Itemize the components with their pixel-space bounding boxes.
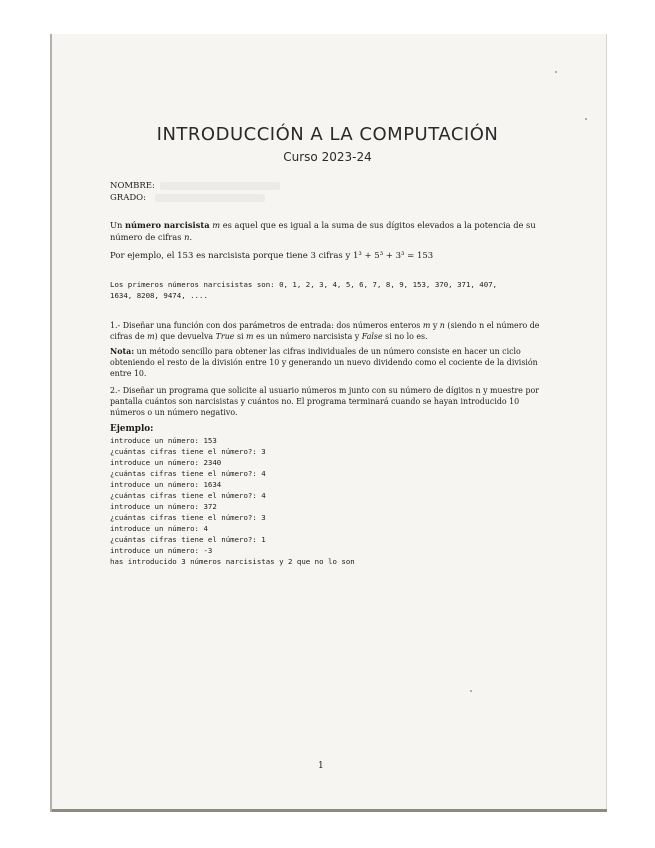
redacted-name (160, 182, 280, 190)
grado-label: GRADO: (110, 193, 146, 203)
narcissistic-list-line-1: Los primeros números narcisistas son: 0, 1, 2, 3, 4, 5, 6, 7, 8, 9, 153, 370, 371, 407, (110, 280, 498, 289)
example-line: ¿cuántas cifras tiene el número?: 3 (110, 513, 266, 522)
example-line: introduce un número: 1634 (110, 480, 222, 489)
example-line: has introducido 3 números narcisistas y 2 que no lo son (110, 557, 355, 566)
example-line: introduce un número: -3 (110, 546, 213, 555)
document-subtitle: Curso 2023-24 (283, 150, 372, 164)
example-line: introduce un número: 372 (110, 502, 217, 511)
note-paragraph: Nota: un método sencillo para obtener las cifras individuales de un número consiste en hacer un ciclo obteniendo el resto de la división entre 10 y generando un nuevo dividendo como el cociente de la división entre 10. (110, 347, 538, 378)
example-paragraph: Por ejemplo, el 153 es narcisista porque tiene 3 cifras y 1³ + 5³ + 3³ = 153 (110, 251, 434, 261)
example-heading: Ejemplo: (110, 424, 154, 434)
exercise-1: 1.- Diseñar una función con dos parámetros de entrada: dos números enteros m y n (siendo n el número de cifras de m) que devuelva True si m es un número narcisista y False si no lo es. (110, 321, 540, 341)
scan-speck (470, 690, 472, 692)
example-line: ¿cuántas cifras tiene el número?: 4 (110, 491, 266, 500)
exercise-2: 2.- Diseñar un programa que solicite al usuario números m junto con su número de dígitos n y muestre por pantalla cuántos son narcisistas y cuántos no. El programa terminará cuando se hayan introducido 10 números o un número negativo. (110, 386, 540, 417)
example-line: introduce un número: 4 (110, 524, 208, 533)
page-number: 1 (318, 761, 324, 771)
example-line: ¿cuántas cifras tiene el número?: 4 (110, 469, 266, 478)
narcissistic-list-line-2: 1634, 8208, 9474, .... (110, 291, 208, 300)
definition-paragraph: Un número narcisista m es aquel que es igual a la suma de sus dígitos elevados a la potencia de su número de cifras n. (110, 220, 536, 242)
example-line: ¿cuántas cifras tiene el número?: 3 (110, 447, 266, 456)
nombre-label: NOMBRE: (110, 181, 155, 191)
scan-speck (585, 118, 587, 120)
example-line: ¿cuántas cifras tiene el número?: 1 (110, 535, 266, 544)
example-line: introduce un número: 2340 (110, 458, 222, 467)
document-title: INTRODUCCIÓN A LA COMPUTACIÓN (156, 124, 499, 145)
example-line: introduce un número: 153 (110, 436, 217, 445)
scan-speck (555, 71, 557, 73)
redacted-grade (155, 194, 265, 202)
